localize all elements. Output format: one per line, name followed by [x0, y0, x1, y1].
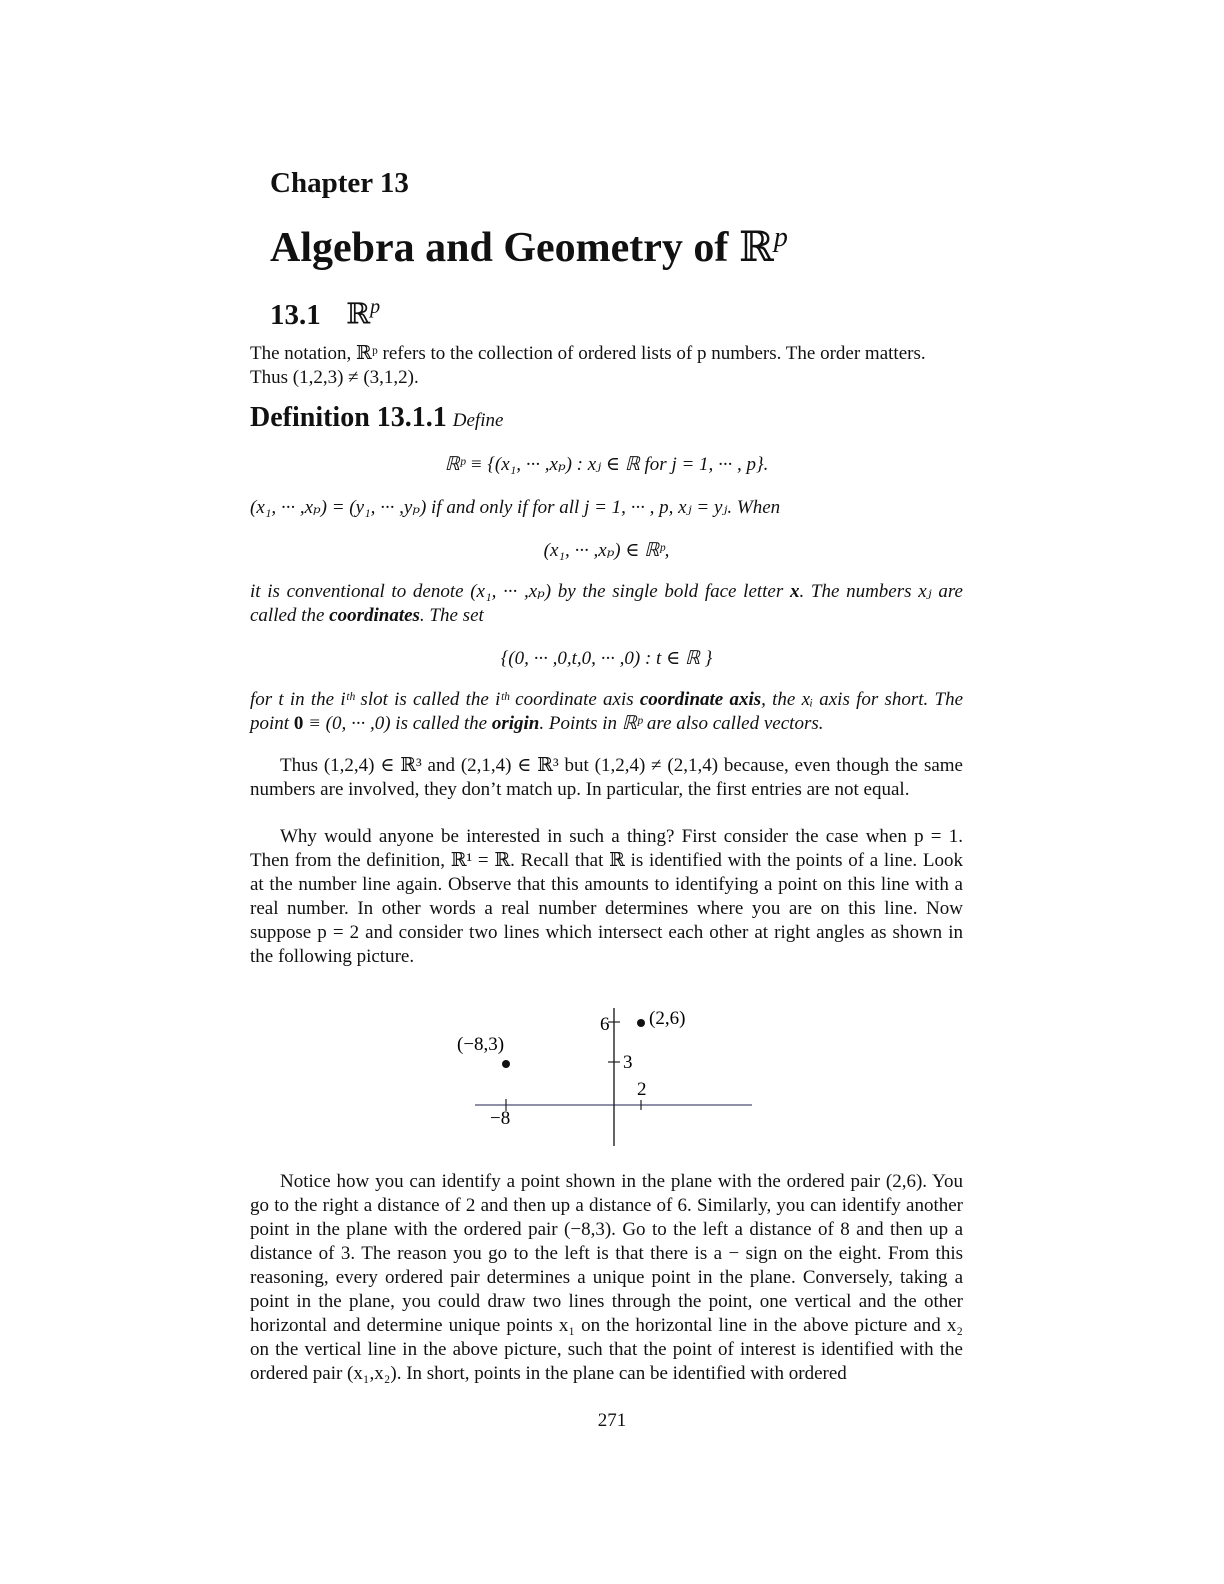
chapter-title-text: Algebra and Geometry of [270, 225, 739, 271]
coordinate-plane-figure [440, 1000, 770, 1150]
chapter-title [270, 222, 788, 272]
intro-paragraph [250, 342, 963, 390]
definition-heading [250, 402, 503, 434]
axis-text-d: . Points in ℝᵖ are also called vectors. [539, 713, 824, 734]
x-tick-label-2: 2 [637, 1079, 647, 1100]
equation-membership: (x₁, ··· ,xₚ) ∈ ℝᵖ, [543, 540, 670, 561]
intro-line-2: Thus (1,2,3) ≠ (3,1,2). [250, 367, 419, 388]
point-neg8-3 [502, 1060, 510, 1068]
paragraph-ordered-pairs: Notice how you can identify a point shown in the plane with the ordered pair (2,6). You go to the right a distance of 2 and then up a distance of 6. Similarly, you can identify another point in the plane with the ordered pair (−8,3). Go to the left a distance of 8 and then up a distance of 3. The reason you go to the left is that there is a − sign on the eight. From this reasoning, every ordered pair determines a unique point in the plane. Conversely, taking a point in the plane, you could draw two lines through the point, one vertical and the other horizontal and determine unique points x₁ on the horizontal line in the above picture and x₂ on the vertical line in the above picture, such that the point of interest is identified with the ordered pair (x₁,x₂). In short, points in the plane can be identified with ordered [250, 1171, 963, 1384]
bold-zero: 0 [293, 713, 304, 734]
section-superscript: p [370, 296, 381, 318]
definition-notation-text [250, 580, 963, 628]
equation-rp-definition: ℝᵖ ≡ {(x₁, ··· ,xₚ) : xⱼ ∈ ℝ for j = 1, ··· , p}. [444, 454, 769, 475]
y-tick-label-3: 3 [623, 1052, 633, 1073]
section-number: 13.1 [270, 298, 321, 331]
real-symbol: ℝ [738, 222, 774, 271]
coordinates-term: coordinates [329, 605, 420, 626]
origin-term: origin [491, 713, 540, 734]
notation-text-c: . The set [419, 605, 484, 626]
y-tick-label-6: 6 [600, 1014, 610, 1035]
chapter-label: Chapter 13 [270, 167, 409, 199]
definition-subtitle: Define [452, 410, 504, 431]
label-point-neg8-3: (−8,3) [457, 1034, 505, 1055]
title-superscript: p [773, 222, 788, 253]
page-number: 271 [597, 1410, 627, 1431]
definition-title: Definition 13.1.1 [250, 402, 447, 433]
bold-x: x [789, 581, 800, 602]
definition-equality-text: (x₁, ··· ,xₚ) = (y₁, ··· ,yₚ) if and only if for all j = 1, ··· , p, xⱼ = yⱼ. When [250, 497, 781, 518]
section-heading [270, 296, 380, 332]
definition-axis-text [250, 688, 963, 736]
label-point-2-6: (2,6) [649, 1008, 686, 1029]
notation-text-b: . The numbers xⱼ are called the [250, 581, 963, 626]
notation-text-a: it is conventional to denote (x₁, ··· ,xₚ) by the single bold face letter [250, 581, 790, 602]
coordinate-axis-term: coordinate axis [639, 689, 762, 710]
point-2-6 [637, 1019, 645, 1027]
axis-text-b: , the xᵢ axis for short. The point [250, 689, 964, 734]
paragraph-tuples: Thus (1,2,4) ∈ ℝ³ and (2,1,4) ∈ ℝ³ but (1,2,4) ≠ (2,1,4) because, even though the same numbers are involved, they don’t match up. In particular, the first entries are not equal. [250, 755, 963, 800]
section-symbol: ℝ [346, 296, 371, 331]
intro-line-1: The notation, ℝᵖ refers to the collection of ordered lists of p numbers. The order matters. [250, 343, 926, 364]
paragraph-motivation: Why would anyone be interested in such a thing? First consider the case when p = 1. Then from the definition, ℝ¹ = ℝ. Recall that ℝ is identified with the points of a line. Look at the number line again. Observe that this amounts to identifying a point on this line with a real number. In other words a real number determines where you are on this line. Now suppose p = 2 and consider two lines which intersect each other at right angles as shown in the following picture. [250, 826, 963, 967]
x-tick-label-neg8: −8 [490, 1108, 511, 1129]
equation-axis-set: {(0, ··· ,0,t,0, ··· ,0) : t ∈ ℝ } [500, 648, 713, 669]
axis-text-a: for t in the iᵗʰ slot is called the iᵗʰ coordinate axis [250, 689, 640, 710]
axis-text-c: ≡ (0, ··· ,0) is called the [303, 713, 492, 734]
